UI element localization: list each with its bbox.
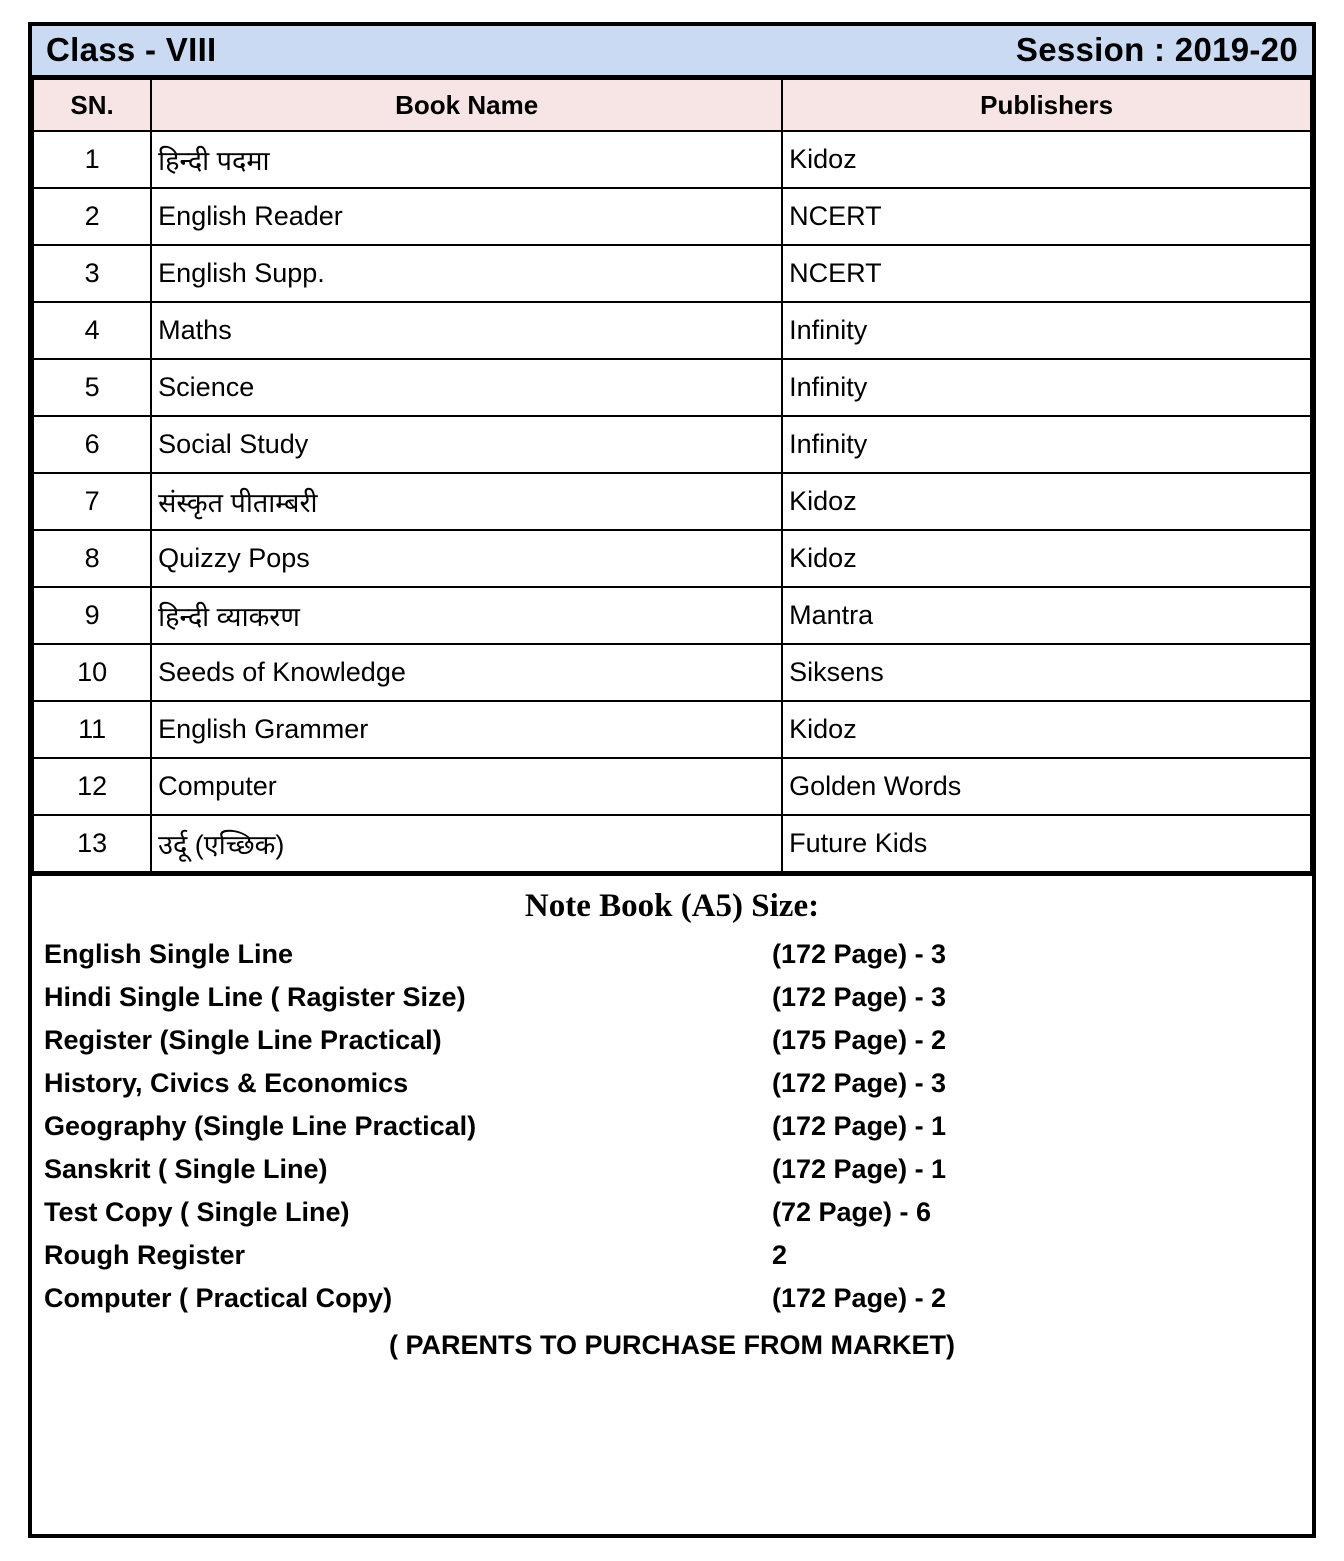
cell-book-name: Science (151, 359, 782, 416)
cell-sn: 11 (33, 701, 151, 758)
table-row (33, 587, 1311, 644)
cell-sn: 9 (33, 587, 151, 644)
document-frame (28, 22, 1316, 1538)
cell-publisher: Mantra (782, 587, 1311, 644)
notebook-quantity: (172 Page) - 3 (772, 982, 947, 1012)
notebook-label: English Single Line (44, 939, 294, 969)
list-item (32, 1236, 1312, 1275)
cell-book-name: English Supp. (151, 245, 782, 302)
table-header-row (33, 79, 1311, 131)
notebook-label: Sanskrit ( Single Line) (44, 1154, 328, 1184)
list-item (32, 1107, 1312, 1146)
cell-publisher: Golden Words (782, 758, 1311, 815)
class-title: Class - VIII (46, 30, 217, 68)
notebook-quantity: (172 Page) - 2 (772, 1283, 947, 1313)
table-row (33, 302, 1311, 359)
cell-publisher: Kidoz (782, 530, 1311, 587)
cell-sn: 10 (33, 644, 151, 701)
cell-book-name: Maths (151, 302, 782, 359)
table-row (33, 758, 1311, 815)
notebook-quantity: (172 Page) - 3 (772, 1068, 947, 1098)
notebook-quantity: (72 Page) - 6 (772, 1197, 932, 1227)
table-row (33, 815, 1311, 872)
table-body (33, 131, 1311, 872)
column-header-publishers: Publishers (782, 79, 1311, 131)
list-item (32, 1193, 1312, 1232)
cell-sn: 12 (33, 758, 151, 815)
list-item (32, 935, 1312, 974)
table-row (33, 416, 1311, 473)
list-item (32, 1064, 1312, 1103)
cell-book-name: Computer (151, 758, 782, 815)
cell-sn: 1 (33, 131, 151, 188)
table-row (33, 359, 1311, 416)
header-bar (32, 26, 1312, 78)
cell-sn: 8 (33, 530, 151, 587)
notebook-label: History, Civics & Economics (44, 1068, 409, 1098)
notebook-label: Rough Register (44, 1240, 246, 1270)
notebook-quantity: (172 Page) - 3 (772, 939, 947, 969)
cell-publisher: Kidoz (782, 473, 1311, 530)
notebook-section (32, 873, 1312, 1373)
table-row (33, 701, 1311, 758)
table-row (33, 473, 1311, 530)
notebook-label: Geography (Single Line Practical) (44, 1111, 477, 1141)
cell-book-name: उर्दू (एच्छिक) (151, 815, 782, 872)
notebook-quantity: 2 (772, 1240, 788, 1270)
cell-publisher: Infinity (782, 416, 1311, 473)
book-list-table (32, 78, 1312, 873)
notebook-label: Register (Single Line Practical) (44, 1025, 442, 1055)
session-title: Session : 2019-20 (1015, 30, 1298, 68)
cell-book-name: Seeds of Knowledge (151, 644, 782, 701)
cell-book-name: English Reader (151, 188, 782, 245)
notebook-quantity: (172 Page) - 1 (772, 1154, 947, 1184)
table-row (33, 131, 1311, 188)
notebook-label: Hindi Single Line ( Ragister Size) (44, 982, 466, 1012)
cell-book-name: संस्कृत पीताम्बरी (151, 473, 782, 530)
list-item (32, 1279, 1312, 1318)
cell-publisher: Future Kids (782, 815, 1311, 872)
cell-publisher: Infinity (782, 302, 1311, 359)
cell-publisher: NCERT (782, 188, 1311, 245)
list-item (32, 978, 1312, 1017)
list-item (32, 1150, 1312, 1189)
cell-publisher: Kidoz (782, 131, 1311, 188)
cell-publisher: Kidoz (782, 701, 1311, 758)
table-row (33, 245, 1311, 302)
cell-sn: 7 (33, 473, 151, 530)
notebook-quantity: (175 Page) - 2 (772, 1025, 947, 1055)
cell-sn: 5 (33, 359, 151, 416)
table-row (33, 530, 1311, 587)
cell-book-name: Quizzy Pops (151, 530, 782, 587)
cell-sn: 13 (33, 815, 151, 872)
cell-publisher: NCERT (782, 245, 1311, 302)
cell-publisher: Siksens (782, 644, 1311, 701)
column-header-sn: SN. (33, 79, 151, 131)
cell-book-name: हिन्दी पदमा (151, 131, 782, 188)
list-item (32, 1021, 1312, 1060)
column-header-book-name: Book Name (151, 79, 782, 131)
purchase-note: ( PARENTS TO PURCHASE FROM MARKET) (389, 1330, 955, 1360)
notebook-section-title: Note Book (A5) Size: (524, 888, 820, 924)
cell-book-name: हिन्दी व्याकरण (151, 587, 782, 644)
table-row (33, 188, 1311, 245)
notebook-label: Test Copy ( Single Line) (44, 1197, 350, 1227)
cell-sn: 3 (33, 245, 151, 302)
cell-sn: 2 (33, 188, 151, 245)
cell-publisher: Infinity (782, 359, 1311, 416)
notebook-label: Computer ( Practical Copy) (44, 1283, 393, 1313)
notebook-quantity: (172 Page) - 1 (772, 1111, 947, 1141)
cell-sn: 6 (33, 416, 151, 473)
cell-sn: 4 (33, 302, 151, 359)
table-row (33, 644, 1311, 701)
cell-book-name: English Grammer (151, 701, 782, 758)
cell-book-name: Social Study (151, 416, 782, 473)
